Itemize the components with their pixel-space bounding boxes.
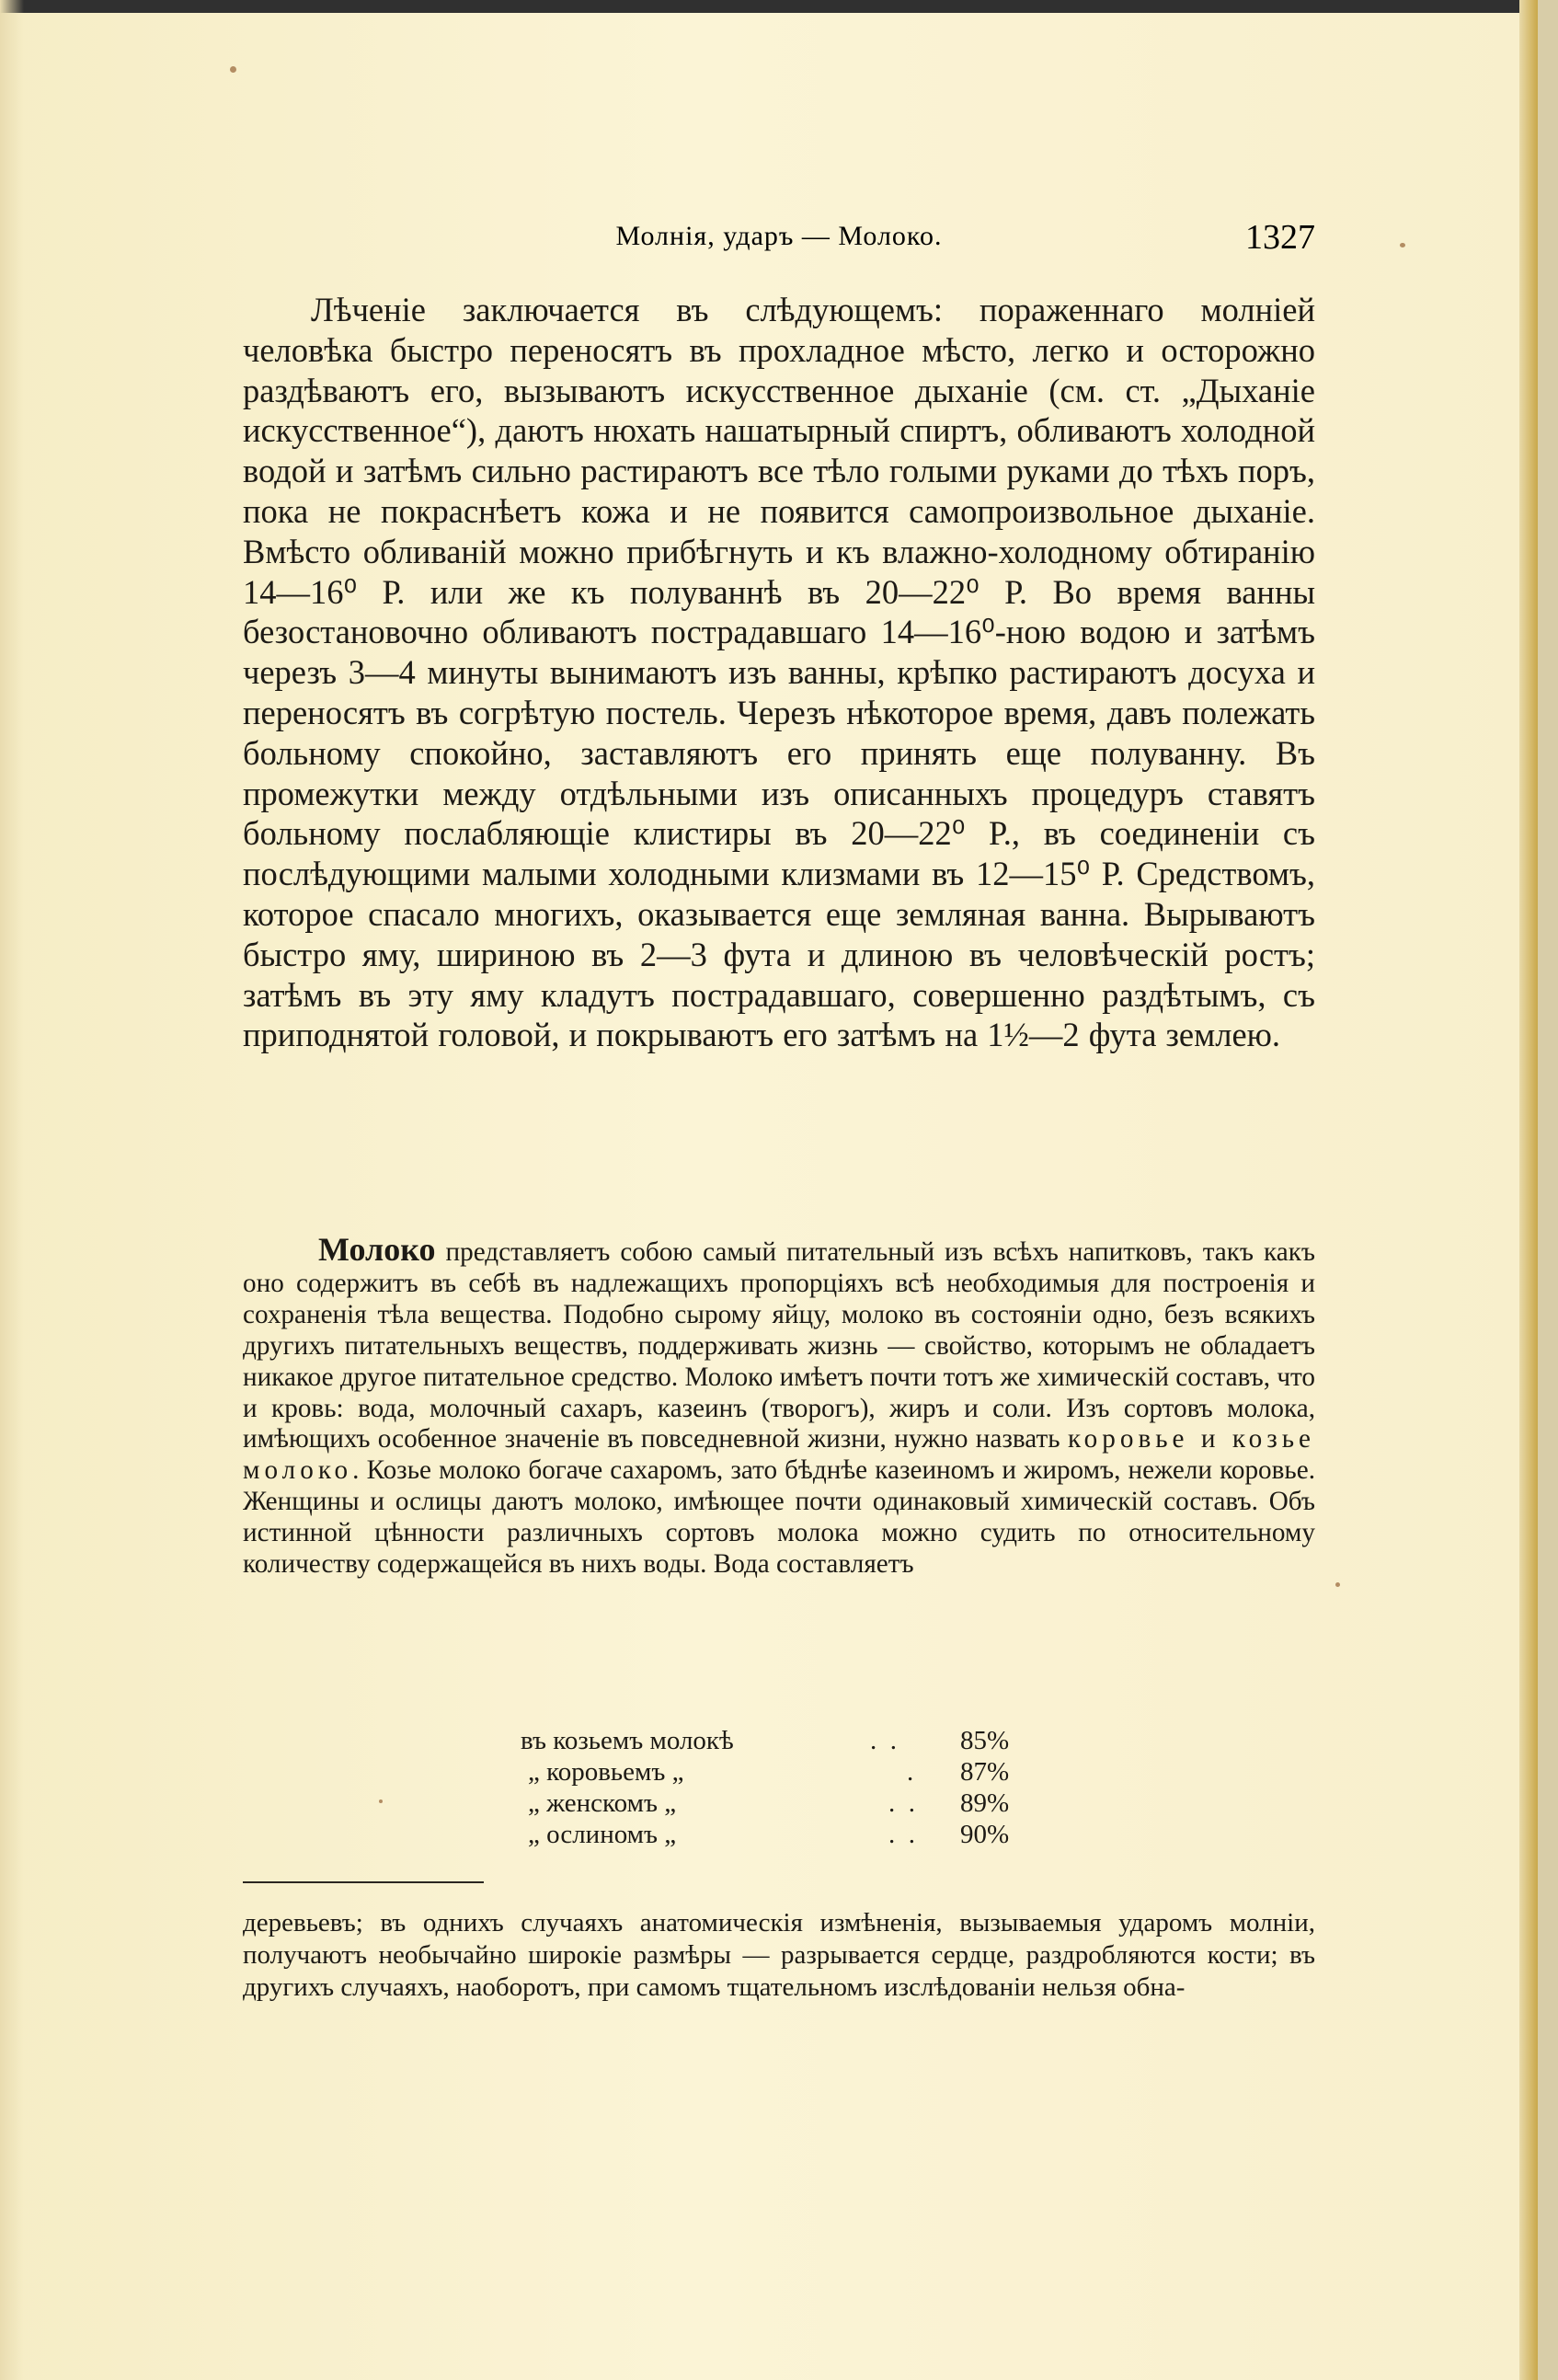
paper-speck [1400, 243, 1405, 247]
running-title: Молнія, ударъ — Молоко. [615, 221, 943, 251]
row-label: „ ослиномъ „ [528, 1820, 677, 1849]
entry-emphasis: коровье и козье молоко [243, 1424, 1315, 1486]
running-header [243, 217, 1315, 263]
table-row [521, 1726, 1036, 1757]
row-value: 87% [960, 1757, 1010, 1787]
page-number: 1327 [1245, 218, 1315, 257]
page-left-edge [0, 0, 24, 2380]
leader-dots: . . [888, 1820, 915, 1849]
table-row [521, 1788, 1036, 1820]
leader-dots: . . [870, 1726, 897, 1755]
paper-speck [230, 66, 236, 73]
row-value: 85% [960, 1726, 1010, 1755]
leader-dots: . [907, 1757, 914, 1787]
entry-text-part2: . Козье молоко богаче сахаромъ, зато бѣднѣе казеиномъ и жиромъ, нежели коровье. Женщины и ослицы даютъ молоко, имѣющее почти одинаковый химическій составъ. Объ истинной цѣнности различныхъ сортовъ молока можно судить по относительному количеству содержащейся въ нихъ воды. Вода составляетъ [243, 1455, 1315, 1580]
water-content-table [521, 1726, 1036, 1851]
entry-text-part1: представляетъ собою самый питательный изъ всѣхъ напитковъ, такъ какъ оно содержитъ въ себѣ въ надлежащихъ пропорціяхъ всѣ необходимыя для построенія и сохраненія тѣла вещества. Подобно сырому яйцу, молоко въ состояніи одно, безъ всякихъ другихъ питательныхъ веществъ, поддерживать жизнь — свойство, которымъ не обладаетъ никакое другое питательное средство. Молоко имѣетъ почти тотъ же химическій составъ, что и кровь: вода, молочный сахаръ, казеинъ (творогъ), жиръ и соли. Изъ сортовъ молока, имѣющихъ особенное значеніе въ повседневной жизни, нужно назвать [243, 1237, 1315, 1454]
row-value: 89% [960, 1788, 1010, 1818]
footnote-rule [243, 1881, 484, 1883]
table-row [521, 1820, 1036, 1851]
row-label: „ коровьемъ „ [528, 1757, 684, 1787]
milk-entry [243, 1231, 1315, 1581]
row-value: 90% [960, 1820, 1010, 1849]
row-label: „ женскомъ „ [528, 1788, 677, 1818]
treatment-paragraph: Лѣченіе заключается въ слѣдующемъ: пораженнаго молніей человѣка быстро переносятъ въ прохладное мѣсто, легко и осторожно раздѣваютъ его, вызываютъ искусственное дыханіе (см. ст. „Дыханіе искусственное“), даютъ нюхать нашатырный спиртъ, обливаютъ холодной водой и затѣмъ сильно растираютъ все тѣло голыми руками до тѣхъ поръ, пока не покраснѣетъ кожа и не появится самопроизвольное дыханіе. Вмѣсто обливаній можно прибѣгнуть и къ влажно-холодному обтиранію 14—16⁰ Р. или же къ полуваннѣ въ 20—22⁰ Р. Во время ванны безостановочно обливаютъ пострадавшаго 14—16⁰-ною водою и затѣмъ черезъ 3—4 минуты вынимаютъ изъ ванны, крѣпко растираютъ досуха и переносятъ въ согрѣтую постель. Черезъ нѣкоторое время, давъ полежать больному спокойно, заставляютъ его принять еще полуванну. Въ промежутки между отдѣльными изъ описанныхъ процедуръ ставятъ больному послабляющіе клистиры въ 20—22⁰ Р., въ соединеніи съ послѣдующими малыми холодными клизмами въ 12—15⁰ Р. Средствомъ, которое спасало многихъ, оказывается еще земляная ванна. Вырываютъ быстро яму, шириною въ 2—3 фута и длиною въ человѣческій ростъ; затѣмъ въ эту яму кладутъ пострадавшаго, совершенно раздѣтымъ, съ приподнятой головой, и покрываютъ его затѣмъ на 1½—2 фута землею. [243, 291, 1315, 1054]
entry-headword: Молоко [318, 1231, 436, 1268]
row-label: въ козьемъ молокѣ [521, 1726, 734, 1755]
paper-speck [1335, 1582, 1340, 1587]
table-row [521, 1757, 1036, 1788]
page-right-edge [1519, 0, 1538, 2380]
leader-dots: . . [888, 1788, 915, 1818]
scan-top-band [0, 0, 1538, 13]
footnote: деревьевъ; въ однихъ случаяхъ анатомическія измѣненія, вызываемыя ударомъ молніи, получаютъ необычайно широкіе размѣры — разрывается сердце, раздробляются кости; въ другихъ случаяхъ, наоборотъ, при самомъ тщательномъ изслѣдованіи нельзя обна- [243, 1908, 1315, 2002]
paper-speck [379, 1799, 383, 1803]
